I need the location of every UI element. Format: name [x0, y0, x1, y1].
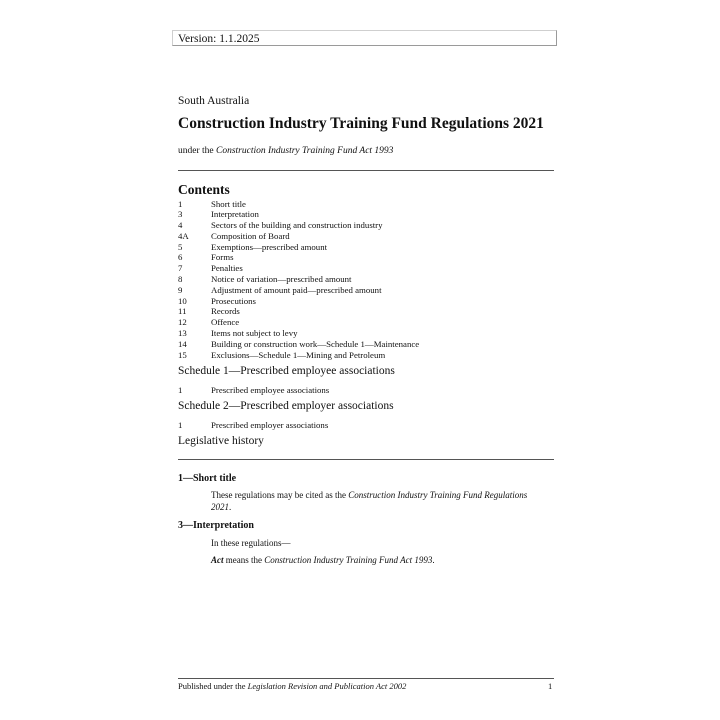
toc-item[interactable] [178, 199, 419, 210]
section-1-text-prefix: These regulations may be cited as the [211, 490, 349, 500]
contents-heading: Contents [178, 182, 230, 197]
toc-label: Forms [211, 252, 234, 263]
toc-item[interactable] [178, 242, 419, 253]
section-3-intro: In these regulations— [211, 538, 291, 548]
definition-middle: means the [223, 555, 265, 565]
toc-label: Sectors of the building and construction industry [211, 220, 383, 231]
toc-item[interactable] [178, 274, 419, 285]
toc-number: 7 [178, 263, 183, 274]
toc-label: Building or construction work—Schedule 1—Maintenance [211, 338, 420, 349]
section-1-heading: 1—Short title [178, 473, 237, 484]
toc-label: Exclusions—Schedule 1—Mining and Petroleum [211, 349, 386, 360]
toc-label: Interpretation [211, 209, 259, 220]
section-1-text-suffix: . [229, 501, 232, 512]
toc-number: 4 [178, 220, 183, 231]
toc-schedule-2-item[interactable] [178, 420, 328, 430]
toc-label: Short title [211, 198, 246, 209]
toc-number: 12 [178, 317, 187, 328]
toc-number: 1 [178, 420, 183, 430]
toc-item[interactable] [178, 231, 419, 242]
toc-label: Notice of variation—prescribed amount [211, 274, 352, 285]
under-act-link: Construction Industry Training Fund Act 1993 [216, 146, 394, 156]
toc-label: Prescribed employee associations [211, 385, 330, 395]
toc-label: Exemptions—prescribed amount [211, 241, 328, 252]
section-1-text [211, 490, 541, 513]
definition-suffix: . [432, 555, 435, 565]
toc-label: Penalties [211, 263, 243, 274]
toc-schedule-2-heading[interactable]: Schedule 2—Prescribed employer associations [178, 400, 394, 412]
toc-label: Prosecutions [211, 295, 256, 306]
toc-item[interactable] [178, 306, 419, 317]
toc-number: 15 [178, 349, 187, 360]
toc-label: Items not subject to levy [211, 328, 298, 339]
section-1-citation: Construction Industry Training Fund Regulations 2021 [211, 490, 528, 512]
jurisdiction: South Australia [178, 95, 250, 107]
toc-item[interactable] [178, 350, 419, 361]
toc-label: Adjustment of amount paid—prescribed amount [211, 284, 382, 295]
definition-act: Construction Industry Training Fund Act 1993 [264, 555, 433, 565]
toc-number: 13 [178, 328, 187, 339]
toc-item[interactable] [178, 339, 419, 350]
divider-top [178, 170, 554, 171]
toc-item[interactable] [178, 263, 419, 274]
toc-number: 14 [178, 338, 187, 349]
version-label: Version: 1.1.2025 [172, 30, 557, 46]
toc-item[interactable] [178, 220, 419, 231]
toc-label: Records [211, 306, 240, 317]
toc-number: 3 [178, 209, 183, 220]
toc-number: 6 [178, 252, 183, 263]
toc-schedule-1-item[interactable] [178, 385, 329, 395]
section-3-heading: 3—Interpretation [178, 520, 254, 531]
toc-schedule-1-heading[interactable]: Schedule 1—Prescribed employee associations [178, 365, 395, 377]
toc-number: 1 [178, 385, 183, 395]
footer-text [178, 681, 406, 691]
toc-number: 10 [178, 295, 187, 306]
under-act-line [178, 146, 393, 156]
section-3-definition [211, 555, 541, 567]
toc-legislative-history[interactable]: Legislative history [178, 435, 264, 447]
regulation-title: Construction Industry Training Fund Regulations 2021 [178, 115, 544, 132]
toc-number: 8 [178, 274, 183, 285]
toc-label: Offence [211, 317, 240, 328]
toc-item[interactable] [178, 285, 419, 296]
divider-middle [178, 459, 554, 460]
toc-label: Composition of Board [211, 230, 290, 241]
toc-label: Prescribed employer associations [211, 420, 329, 430]
toc-item[interactable] [178, 209, 419, 220]
divider-footer [178, 678, 554, 679]
toc-item[interactable] [178, 252, 419, 263]
toc-number: 9 [178, 284, 183, 295]
footer-act: Legislation Revision and Publication Act 2002 [247, 681, 407, 691]
under-prefix: under the [178, 146, 216, 156]
page-number: 1 [548, 681, 553, 691]
definition-term: Act [211, 555, 224, 565]
toc-item[interactable] [178, 317, 419, 328]
contents-list [178, 199, 419, 361]
toc-item[interactable] [178, 328, 419, 339]
toc-number: 4A [178, 230, 189, 241]
toc-item[interactable] [178, 296, 419, 307]
toc-number: 5 [178, 241, 183, 252]
footer-prefix: Published under the [178, 681, 248, 691]
toc-number: 1 [178, 198, 183, 209]
toc-number: 11 [178, 306, 187, 317]
